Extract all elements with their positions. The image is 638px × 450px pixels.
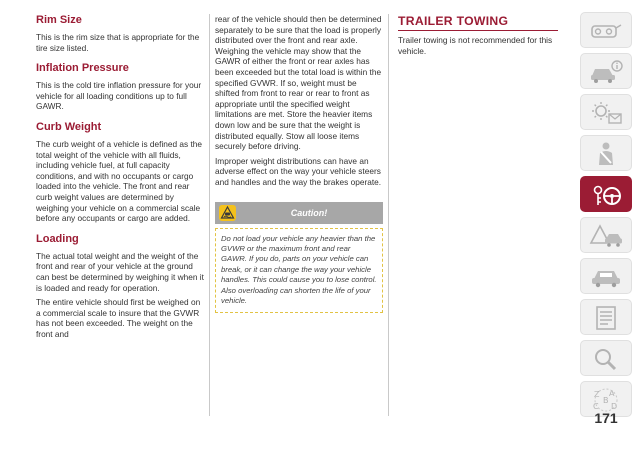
paragraph-curb-weight: The curb weight of a vehicle is defined as the total weight of the vehicle with all fluids, including vehicle fuel, at full capacity conditions, and with no occupants or cargo loaded into the vehicle. The front and rear curb weight values are determined by weighing your vehicle on a commercial scale before any occupants or cargo are added. — [36, 138, 203, 224]
car-info-icon — [589, 59, 623, 85]
index-tab[interactable] — [580, 340, 632, 376]
paragraph-loading-1: The actual total weight and the weight of the front and rear of your vehicle at the ground can best be determined by weighing it when it is loaded and ready for operation. — [36, 250, 204, 293]
specifications-tab[interactable] — [580, 299, 632, 335]
svg-text:Z: Z — [594, 390, 600, 399]
paragraph-inflation-pressure: This is the cold tire inflation pressure for your vehicle for all loading conditions up to full GAWR. — [36, 80, 202, 112]
heading-inflation-pressure: Inflation Pressure — [36, 62, 129, 75]
warning-triangle-car-icon — [589, 223, 623, 249]
column-middle — [215, 14, 383, 313]
page-number: 171 — [594, 410, 618, 426]
paragraph-loading-2: The entire vehicle should first be weighed on a commercial scale to insure that the GVWR has not been exceeded. The weight on the front and — [36, 297, 201, 339]
safety-tab[interactable] — [580, 94, 632, 130]
paragraph-trailer-towing: Trailer towing is not recommended for this vehicle. — [398, 35, 553, 56]
driving-tab[interactable] — [580, 176, 632, 212]
sun-envelope-icon — [589, 100, 623, 126]
caution-header — [215, 202, 383, 224]
paragraph-weight-distribution: rear of the vehicle should then be determined separately to be sure that the load is properly distributed over the front and rear axle. Weighing the vehicle may show that the GAWR of either the front or rear axles has been exceeded but the total load is within the specified GVWR. If so, weight must be shifted from front to rear or rear to front as appropriate until the specified weight limitations are met. Store the heavier items down low and be sure that the weight is distributed equally. Stow all loose items securely before driving. — [215, 14, 382, 152]
svg-text:C: C — [593, 402, 599, 411]
column-divider-2 — [388, 14, 389, 416]
svg-text:B: B — [603, 396, 609, 405]
chapter-tabs — [580, 12, 632, 422]
car-service-icon — [589, 264, 623, 290]
dashboard-tab[interactable] — [580, 12, 632, 48]
heading-loading: Loading — [36, 232, 79, 245]
column-left — [36, 14, 204, 339]
maintenance-tab[interactable] — [580, 258, 632, 294]
document-list-icon — [589, 305, 623, 331]
section-title-trailer-towing: TRAILER TOWING — [398, 14, 558, 31]
heading-rim-size: Rim Size — [36, 14, 82, 26]
column-right — [398, 14, 558, 56]
key-steering-wheel-icon — [589, 182, 623, 208]
caution-text: Do not load your vehicle any heavier than the GVWR or the maximum front and rear GAWR. If you do, parts on your vehicle can break, or it can change the way your vehicle handles. This could cause you to lose control. Also overloading can shorten the life of your vehicle. — [215, 228, 383, 314]
seatbelt-person-icon — [589, 141, 623, 167]
column-divider-1 — [209, 14, 210, 416]
caution-label: Caution! — [290, 207, 328, 218]
starting-tab[interactable] — [580, 135, 632, 171]
svg-text:A: A — [609, 389, 615, 398]
heading-curb-weight: Curb Weight — [36, 120, 102, 133]
magnifier-icon — [589, 346, 623, 372]
svg-text:D: D — [611, 402, 618, 411]
emergency-tab[interactable] — [580, 217, 632, 253]
paragraph-rim-size: This is the rim size that is appropriate for the tire size listed. — [36, 32, 200, 53]
warning-lights-tab[interactable] — [580, 53, 632, 89]
car-dashboard-icon — [589, 18, 623, 44]
caution-box — [215, 202, 383, 314]
paragraph-improper-distribution: Improper weight distributions can have an adverse effect on the way your vehicle steers and handles and the way the brakes operate. — [215, 155, 382, 187]
